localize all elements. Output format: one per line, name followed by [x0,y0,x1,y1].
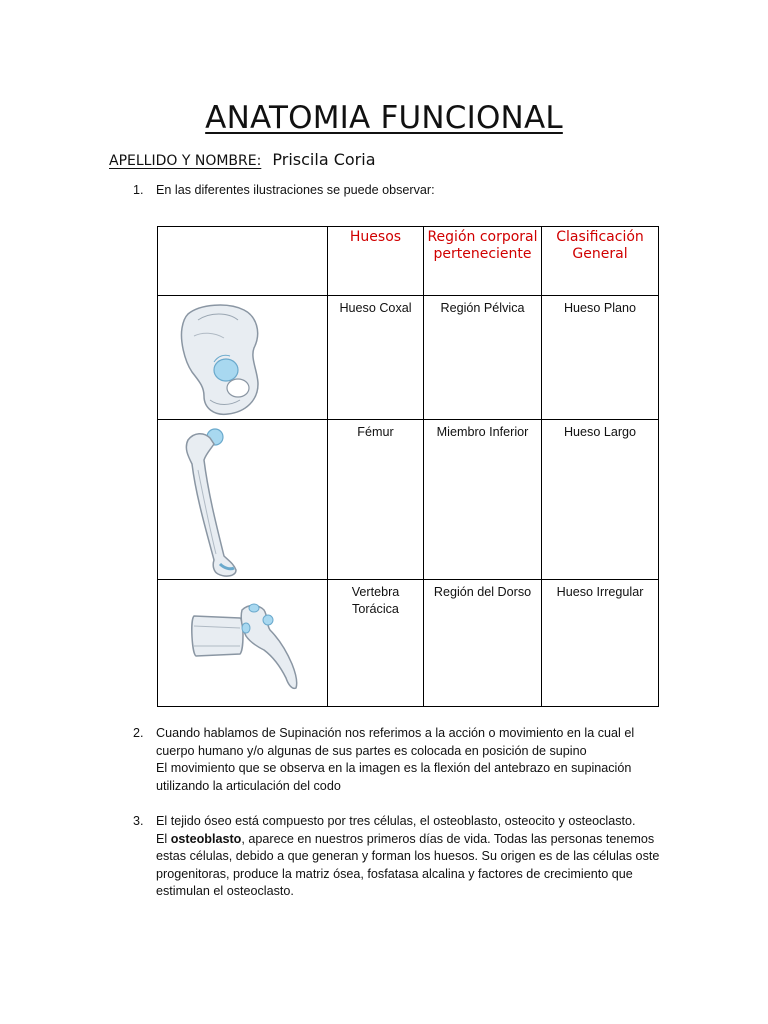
bone-class-cell: Hueso Largo [542,420,659,580]
question-3-pre: El [156,831,171,846]
table-header-row [158,227,659,296]
bone-name-cell: Fémur [328,420,424,580]
bone-image-cell [158,420,328,580]
table-row [158,420,659,580]
question-1-text: En las diferentes ilustraciones se puede observar: [156,183,435,197]
item-number: 3. [133,814,144,828]
name-label: APELLIDO Y NOMBRE: [109,153,262,169]
bone-name-cell: Vertebra Torácica [328,580,424,707]
table-row [158,580,659,707]
table-row [158,296,659,420]
osteoblasto-term: osteoblasto [170,831,242,846]
empty-header-cell [158,227,328,296]
question-3-post: , aparece en nuestros primeros días de vida. Todas las personas tenemos estas células, debido a que generan y forman los huesos. Su origen es de las células oste progenitoras, produce la matriz ósea, fosfatasa alcalina y factores de crecimiento que estimulan el osteoclasto. [156,831,660,898]
document-title: ANATOMIA FUNCIONAL [205,100,563,136]
bone-image-cell [158,296,328,420]
question-2-line-2: El movimiento que se observa en la imagen es la flexión del antebrazo en supinación utilizando la articulación del codo [156,761,632,793]
question-3-line-1: El tejido óseo está compuesto por tres células, el osteoblasto, osteocito y osteoclasto. [156,814,636,828]
question-3-paragraph [156,831,663,901]
header-clasificacion: Clasificación General [542,227,659,296]
name-value: Priscila Coria [272,150,376,169]
question-2-line-1: Cuando hablamos de Supinación nos referimos a la acción o movimiento en la cual el cuerpo humano y/o algunas de sus partes es colocada en posición de supino [156,726,635,758]
header-region: Región corporal perteneciente [424,227,542,296]
bone-name-cell: Hueso Coxal [328,296,424,420]
item-number: 1. [133,183,144,197]
bone-region-cell: Región del Dorso [424,580,542,707]
hip-bone-icon [158,296,326,419]
bone-class-cell: Hueso Irregular [542,580,659,707]
bone-image-cell [158,580,328,707]
bone-region-cell: Región Pélvica [424,296,542,420]
bone-region-cell: Miembro Inferior [424,420,542,580]
femur-icon [158,420,326,579]
item-number: 2. [133,726,144,740]
bones-table [157,226,659,707]
header-huesos: Huesos [328,227,424,296]
bone-class-cell: Hueso Plano [542,296,659,420]
student-name-line [109,150,376,169]
vertebra-icon [158,580,326,706]
